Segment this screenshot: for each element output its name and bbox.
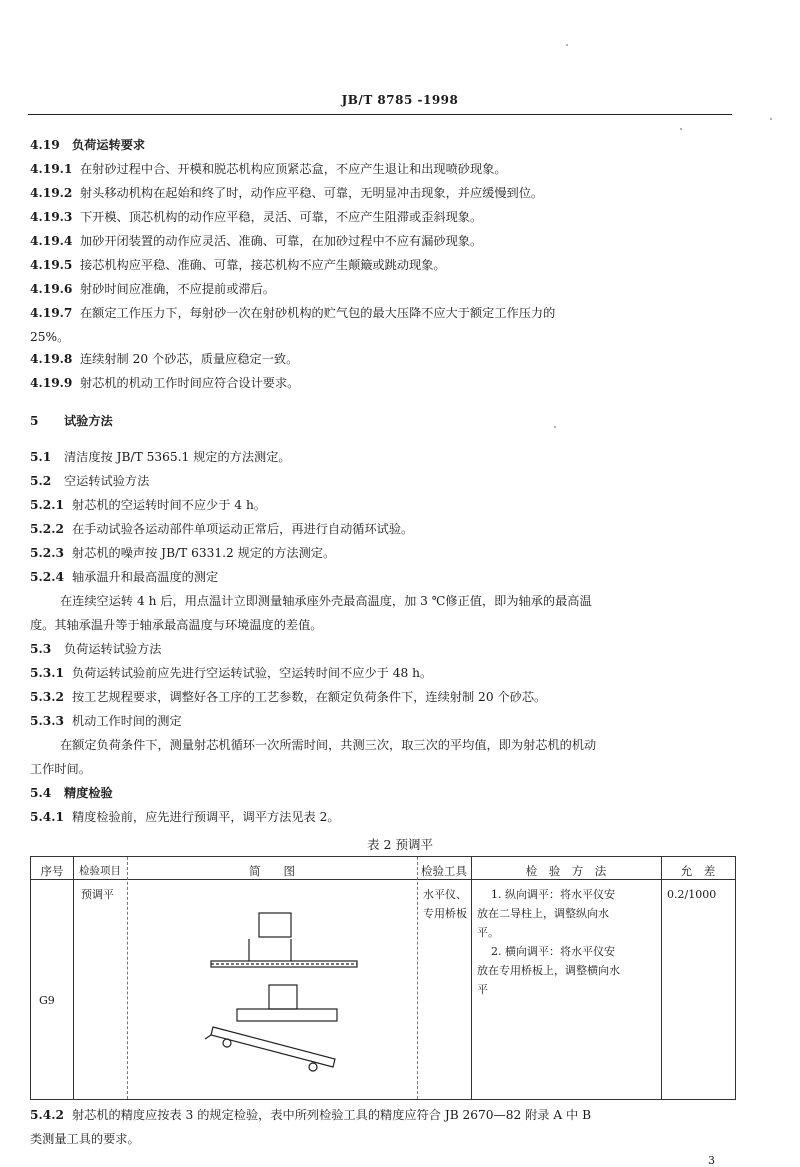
cell-item: 预调平 (81, 888, 114, 901)
clause-text: 在额定负荷条件下，测量射芯机循环一次所需时间，共测三次，取三次的平均值，即为射芯机的机动 (60, 738, 597, 752)
page-number: 3 (708, 1154, 715, 1167)
clause-line (30, 810, 742, 825)
clause-number: 4.19.7 (30, 306, 73, 320)
clause-continuation (30, 762, 742, 777)
clause-text: 度。其轴承温升等于轴承最高温度与环境温度的差值。 (30, 618, 323, 632)
table-caption: 表 2 预调平 (367, 837, 433, 852)
clause-text: 类测量工具的要求。 (30, 1132, 140, 1146)
col-divider (661, 857, 662, 1099)
clause-number: 5.4.1 (30, 810, 64, 824)
clause-text: 按工艺规程要求，调整好各工序的工艺参数，在额定负荷条件下，连续射制 20 个砂芯。 (72, 690, 547, 704)
clause-number: 5.2 (30, 474, 52, 488)
clause-text: 射芯机的噪声按 JB/T 6331.2 规定的方法测定。 (72, 546, 336, 560)
clause-number: 4.19.5 (30, 258, 73, 272)
clause-text: 精度检验 (64, 786, 113, 800)
clause-line (30, 546, 742, 561)
scan-speck (770, 118, 772, 120)
roller (223, 1039, 231, 1047)
clause-text: 射芯机的机动工作时间应符合设计要求。 (80, 376, 300, 390)
clause-text: 轴承温升和最高温度的测定 (72, 570, 219, 584)
clause-number: 5.2.1 (30, 498, 64, 512)
clause-line (30, 258, 742, 273)
clause-text: 连续射制 20 个砂芯，质量应稳定一致。 (80, 352, 299, 366)
clause-line (30, 162, 742, 177)
clause-line (30, 414, 742, 429)
col-divider (73, 857, 74, 1099)
clause-text: 试验方法 (64, 414, 113, 428)
clause-continuation (30, 594, 772, 609)
clause-number: 4.19.6 (30, 282, 73, 296)
method-line: 2. 横向调平：将水平仪安 (491, 945, 615, 958)
clause-line (30, 376, 742, 391)
clause-text: 在手动试验各运动部件单项运动正常后，再进行自动循环试验。 (72, 522, 414, 536)
clause-number: 5.4.2 (30, 1108, 64, 1122)
clause-line (30, 498, 742, 513)
cell-tool (423, 885, 473, 923)
clause-line (30, 186, 742, 201)
inclined-plate (211, 1027, 335, 1067)
clause-number: 5.2.2 (30, 522, 64, 536)
clause-number: 4.19 (30, 138, 60, 152)
clause-text: 空运转试验方法 (64, 474, 150, 488)
clause-number: 4.19.8 (30, 352, 73, 366)
clause-number: 5.3 (30, 642, 52, 656)
clause-number: 4.19.9 (30, 376, 73, 390)
clause-text: 射头移动机构在起始和终了时，动作应平稳、可靠，无明显冲击现象，并应缓慢到位。 (80, 186, 544, 200)
clause-number: 4.19.1 (30, 162, 73, 176)
method-line: 1. 纵向调平：将水平仪安 (491, 888, 615, 901)
clause-continuation (30, 1132, 742, 1147)
method-line: 平 (477, 983, 488, 996)
clause-number: 4.19.2 (30, 186, 73, 200)
clause-line (30, 234, 742, 249)
tool-line: 专用桥板 (423, 907, 467, 920)
clause-number: 5.3.2 (30, 690, 64, 704)
clause-text: 在连续空运转 4 h 后，用点温计立即测量轴承座外壳最高温度，加 3 ℃修正值，即为轴承的最高温 (60, 594, 592, 608)
scan-speck (554, 426, 556, 428)
clause-number: 5.4 (30, 786, 52, 800)
th-item: 检验项目 (79, 865, 121, 877)
clause-line (30, 570, 742, 585)
clause-line (30, 450, 742, 465)
clause-number: 5.2.4 (30, 570, 64, 584)
clause-line (30, 786, 742, 801)
clause-line (30, 210, 742, 225)
clause-text: 在额定工作压力下，每射砂一次在射砂机构的贮气包的最大压降不应大于额定工作压力的 (80, 306, 556, 320)
roller (309, 1063, 317, 1071)
clause-continuation (30, 618, 742, 633)
clause-text: 射芯机的精度应按表 3 的规定检验，表中所列检验工具的精度应符合 JB 2670—82 附录 A 中 B (72, 1108, 592, 1122)
clause-text: 25%。 (30, 330, 70, 344)
clause-text: 清洁度按 JB/T 5365.1 规定的方法测定。 (64, 450, 291, 464)
method-line: 放在二导柱上，调整纵向水 (477, 907, 609, 920)
clause-line (30, 1108, 742, 1123)
col-divider (417, 857, 418, 1099)
clause-line (30, 522, 742, 537)
clause-text: 工作时间。 (30, 762, 91, 776)
clause-line (30, 352, 742, 367)
clause-text: 机动工作时间的测定 (72, 714, 182, 728)
clause-text: 在射砂过程中合、开模和脱芯机构应顶紧芯盒，不应产生退让和出现喷砂现象。 (80, 162, 507, 176)
clause-text: 精度检验前，应先进行预调平，调平方法见表 2。 (72, 810, 340, 824)
th-seq: 序号 (40, 864, 64, 878)
level-instrument-bottom (269, 985, 297, 1009)
clause-number: 5.1 (30, 450, 52, 464)
clause-line (30, 474, 742, 489)
clause-line (30, 138, 742, 153)
clause-text: 负荷运转试验方法 (64, 642, 162, 656)
th-tool: 检验工具 (421, 864, 467, 878)
clause-line (30, 714, 742, 729)
clause-line (30, 306, 742, 321)
method-line: 平。 (477, 926, 499, 939)
clause-number: 5.3.1 (30, 666, 64, 680)
clause-line (30, 282, 742, 297)
scan-speck (680, 128, 682, 130)
clause-number: 4.19.3 (30, 210, 73, 224)
header-rule (28, 114, 732, 115)
clause-continuation (30, 330, 742, 345)
clause-text: 射砂时间应准确，不应提前或滞后。 (80, 282, 275, 296)
clause-continuation (30, 738, 772, 753)
cell-tolerance: 0.2/1000 (667, 888, 717, 901)
plate-end (205, 1035, 211, 1039)
clause-line (30, 666, 742, 681)
leveling-diagram (127, 879, 417, 1099)
method-line: 放在专用桥板上，调整横向水 (477, 964, 620, 977)
clause-number: 4.19.4 (30, 234, 73, 248)
bridge-plate (237, 1009, 337, 1021)
th-diagram: 简 图 (249, 864, 295, 878)
clause-number: 5.2.3 (30, 546, 64, 560)
th-tolerance: 允 差 (680, 864, 716, 878)
clause-line (30, 642, 742, 657)
clause-number: 5.3.3 (30, 714, 64, 728)
clause-text: 加砂开闭装置的动作应灵活、准确、可靠，在加砂过程中不应有漏砂现象。 (80, 234, 483, 248)
scan-speck (566, 44, 568, 46)
leveling-table (30, 856, 736, 1100)
tool-line: 水平仪、 (423, 888, 467, 901)
clause-number: 5 (30, 414, 39, 428)
cell-seq: G9 (39, 994, 55, 1007)
clause-line (30, 690, 742, 705)
clause-text: 负荷运转要求 (72, 138, 146, 152)
cell-method (477, 885, 659, 999)
level-instrument-top (259, 913, 291, 937)
clause-text: 射芯机的空运转时间不应少于 4 h。 (72, 498, 266, 512)
clause-text: 下开模、顶芯机构的动作应平稳，灵活、可靠，不应产生阻滞或歪斜现象。 (80, 210, 483, 224)
th-method: 检 验 方 法 (525, 864, 607, 878)
clause-text: 接芯机构应平稳、准确、可靠，接芯机构不应产生颠簸或跳动现象。 (80, 258, 446, 272)
standard-header: JB/T 8785 -1998 (341, 93, 459, 107)
clause-text: 负荷运转试验前应先进行空运转试验，空运转时间不应少于 48 h。 (72, 666, 433, 680)
